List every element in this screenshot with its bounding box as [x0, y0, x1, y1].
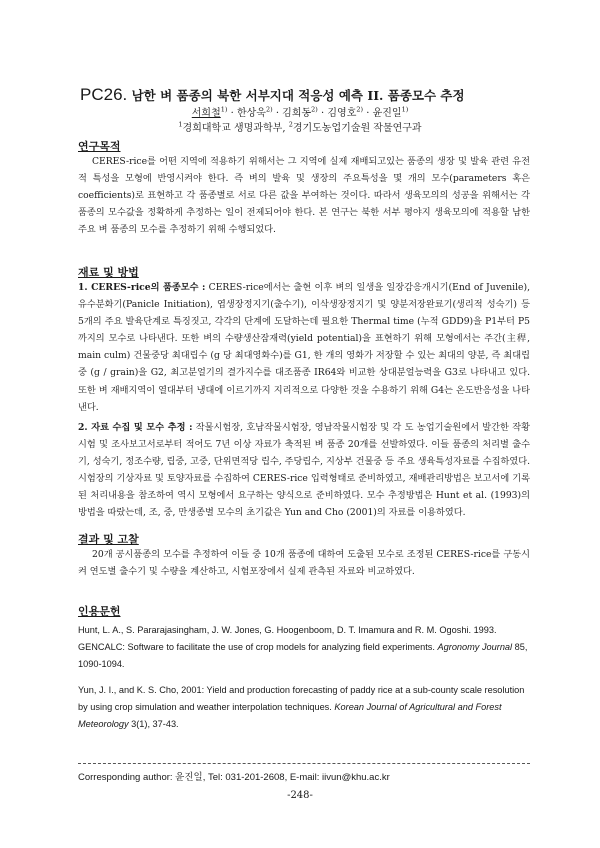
reference-journal: Agronomy Journal: [437, 642, 513, 652]
corresponding-author: Corresponding author: 윤진일, Tel: 031-201-2608, E-mail: iivun@khu.ac.kr: [78, 772, 390, 783]
methods-heading: 재료 및 방법: [78, 266, 139, 279]
author-sup: 2): [265, 105, 273, 114]
purpose-heading: 연구목적: [78, 140, 121, 153]
results-paragraph: 20개 공시품종의 모수를 추정하여 이들 중 10개 품종에 대하여 도출된 모수로 조정된 CERES-rice를 구동시켜 연도별 출수기 및 수량을 계산하고, 시험포장에서 실제 관측된 자료와 비교하였다.: [78, 549, 530, 578]
methods-p1-lead: 1. CERES-rice의 품종모수 :: [78, 282, 206, 293]
abstract-code: PC26.: [80, 85, 128, 104]
affiliations: [0, 119, 600, 134]
author-sup: 2): [311, 105, 318, 114]
affil-sup: 1: [178, 120, 183, 129]
reference-item: [78, 682, 530, 733]
results-heading: 결과 및 고찰: [78, 533, 139, 546]
author: · 한상욱: [230, 108, 266, 119]
methods-p2-lead: 2. 자료 수집 및 모수 추정 :: [78, 422, 193, 433]
references-heading: 인용문헌: [78, 605, 121, 618]
author-sup: 1): [401, 105, 409, 114]
affil-sup: 2: [288, 120, 293, 129]
reference-item: [78, 622, 530, 673]
purpose-paragraph: CERES-rice를 어떤 지역에 적용하기 위해서는 그 지역에 실제 재배되고있는 품종의 생장 및 발육 관련 유전적 특성을 모형에 반영시켜야 한다. 즉 벼의 발육 및 생장의 주요특성을 몇 개의 모수(parameters 혹은 coefficients)로 표현하고 각 품종별로 서로 다른 값을 부여하는 것이다. 따라서 생육모의의 성공을 위해서는 각 품종의 모수값을 정확하게 추정하는 일이 전제되어야 한다. 본 연구는 북한 서부 평야지 생육모의에 적용할 남한 주요 벼 품종의 모수를 추정하기 위해 수행되었다.: [78, 156, 530, 236]
author: · 윤진일: [366, 108, 402, 119]
title-text: 남한 벼 품종의 북한 서부지대 적응성 예측 II. 품종모수 추정: [131, 88, 465, 103]
paper-title: [80, 85, 540, 105]
reference-tail: 85, 1090-1094.: [78, 642, 528, 669]
methods-p1-body: CERES-rice에서는 출현 이후 벼의 일생을 일장감응개시기(End of Juvenile), 유수분화기(Panicle Initiation), 엽생장정지기(출수기), 이삭생장정지기 및 양분저장완료기(생리적 성숙기) 등 5개의 주요 발육단계로 특징짓고, 각각의 단계에 도달하는데 필요한 Thermal time (누적 GDD9)을 P1부터 P5까지의 모수로 나타낸다. 또한 벼의 수량생산잠재력(yield potential)을 표현하기 위해 모형에서는 주간(主稈, main culm) 건물중당 최대립수 (g 당 최대영화수)를 G1, 한 개의 영화가 저장할 수 있는 최대의 양분, 즉 최대립중 (g / grain)을 G2, 최고분얼기의 결가지수를 대조품종 IR64와 비교한 상대분얼능력을 G3로 나타내고 있다. 또한 벼 재배지역이 열대부터 냉대에 이르기까지 지리적으로 다양한 것을 수용하기 위해 G4는 온도반응성을 나타낸다.: [78, 282, 531, 413]
affiliation-1: 경희대학교 생명과학부,: [182, 123, 289, 134]
reference-tail: 3(1), 37-43.: [128, 719, 179, 729]
author-sup: 2): [356, 105, 364, 114]
methods-p2-body: 작물시험장, 호남작물시험장, 영남작물시험장 및 각 도 농업기술원에서 발간한 작황시험 및 조사보고서로부터 적어도 7년 이상 자료가 축적된 벼 품종 20개를 선발하였다. 이들 품종의 처리별 출수기, 성숙기, 정조수량, 립중, 고중, 단위면적당 립수, 주당립수, 지상부 건물중 등 주요 생육특성자료를 수집하였다. 시험장의 기상자료 및 토양자료를 수집하여 CERES-rice 입력형태로 준비하였고, 재배관리방법은 보고서에 기록된 처리내용을 참조하여 역시 모형에서 요구하는 양식으로 준비하였다. 모수 추정방법은 Hunt et al. (1993)의 방법을 따랐는데, 조, 중, 만생종별 모수의 초기값은 Yun and Cho (2001)의 자료를 이용하였다.: [78, 422, 530, 519]
reference-journal: Korean Journal of Agricultural and Forest Meteorology: [78, 702, 502, 729]
author-sup: 1): [220, 105, 228, 114]
page-number: -248-: [287, 790, 313, 801]
reference-text: Hunt, L. A., S. Pararajasingham, J. W. Jones, G. Hoogenboom, D. T. Imamura and R. M. Ogoshi. 1993. GENCALC: Software to facilitate the use of crop models for analyzing field experiments.: [78, 625, 497, 652]
author: · 김희동: [275, 108, 312, 119]
reference-text: Yun, J. I., and K. S. Cho, 2001: Yield and production forecasting of paddy rice at a sub-county scale resolution by using crop simulation and weather interpolation techniques.: [78, 685, 525, 712]
affiliation-2: 경기도농업기술원 작물연구과: [292, 123, 422, 134]
methods-paragraph-1: [78, 279, 530, 416]
methods-paragraph-2: [78, 419, 530, 522]
footer-divider: [78, 763, 530, 764]
author: · 김영호: [321, 108, 357, 119]
author-list: [0, 104, 600, 119]
presenting-author: 서희철: [191, 108, 221, 119]
